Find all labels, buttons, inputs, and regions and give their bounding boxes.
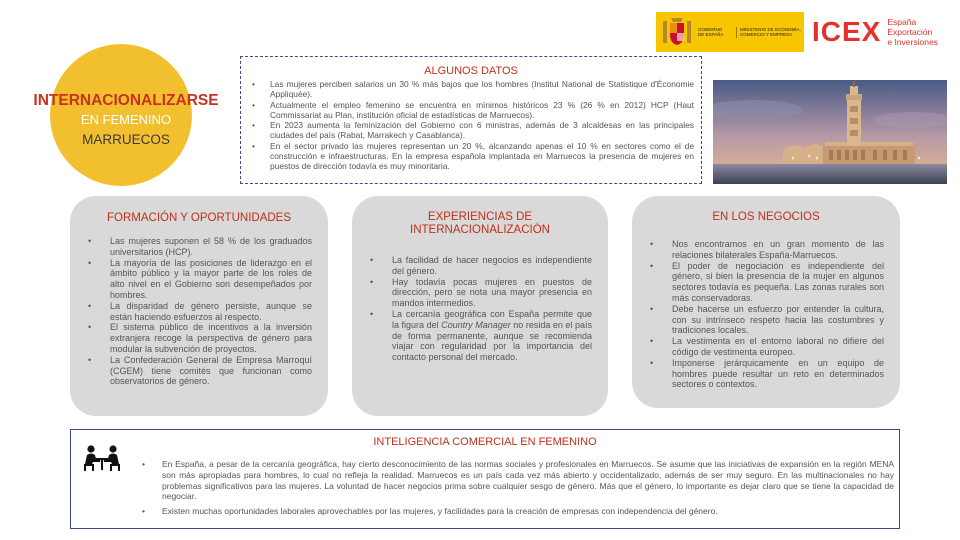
icex-logo <box>812 14 952 50</box>
list-item: • Nos encontramos en un gran momento de las relaciones bilaterales España-Marruecos. <box>672 239 884 261</box>
item-text-after: no resida en el país de forma permanente, aunque se recomienda viajar con regularidad por la importancia del contacto personal del mercado. <box>392 319 592 363</box>
gobierno-line1: GOBIERNO <box>698 26 723 32</box>
coat-of-arms-icon <box>660 15 694 49</box>
algunos-datos-title: ALGUNOS DATOS <box>424 65 518 77</box>
ministerio-label: MINISTERIO DE ECONOMÍA, COMERCIO Y EMPRESA <box>736 27 804 38</box>
icex-sub-line1: España <box>887 17 917 27</box>
list-item: • La mayoría de las posiciones de liderazgo en el ámbito público y la mayor parte de los roles de alto nivel en el Gobierno son desempeñados por hombres. <box>110 258 312 301</box>
list-item: • La facilidad de hacer negocios es independiente del género. <box>392 255 592 277</box>
mosque-image-icon <box>713 80 947 184</box>
panel-experiencias-title <box>352 211 608 237</box>
list-item: • La disparidad de género persiste, aunque se están haciendo esfuerzos al respecto. <box>110 301 312 323</box>
gobierno-line2: DE ESPAÑA <box>698 32 724 37</box>
list-item: • El sistema público de incentivos a la inversión extranjera recoge la perspectiva de género para modular la subvención de proyectos. <box>110 322 312 354</box>
gobierno-logo <box>656 12 804 52</box>
list-item <box>392 309 592 363</box>
list-item: • El poder de negociación es independiente del género, si bien la presencia de la mujer en algunos sectores todavía es pequeña. Las zonas rurales son más conservadoras. <box>672 261 884 304</box>
country-label: MARRUECOS <box>82 132 170 147</box>
list-item: • Hay todavía pocas mujeres en puestos de dirección, pero se nota una mayor presencia en mandos intermedios. <box>392 277 592 309</box>
panel-experiencias-title-line1: EXPERIENCIAS DE <box>427 211 533 223</box>
list-item: • Actualmente el empleo femenino se encuentra en mínimos históricos 23 % (26 % en 2012) HCP (Haut Commissariat au Plan, institución oficial de estadísticas de Marruecos). <box>262 100 694 121</box>
algunos-datos-list <box>262 79 694 172</box>
list-item: • Existen muchas oportunidades laborales aprovechables por las mujeres, y facilidades para la creación de empresas con independencia del género. <box>162 506 894 517</box>
list-item: • Las mujeres suponen el 58 % de los graduados universitarios (HCP). <box>110 236 312 258</box>
item-text-before: La cercanía geográfica con España permite que la figura del <box>392 308 592 330</box>
page-subtitle: EN FEMENINO <box>80 112 172 127</box>
icex-sub-line3: e Inversiones <box>887 37 938 47</box>
list-item: • En el sector privado las mujeres representan un 20 %, alcanzando apenas el 10 % en sectores como el de construcción e infraestructuras. En la empresa española implantada en Marruecos la presencia de mujeres en puestos de dirección todavía es muy minoritaria. <box>262 141 694 172</box>
inteligencia-title: INTELIGENCIA COMERCIAL EN FEMENINO <box>373 436 597 448</box>
list-item: • La vestimenta en el entorno laboral no difiere del código de vestimenta europeo. <box>672 336 884 358</box>
panel-formacion-list <box>110 236 312 387</box>
mosque-photo <box>713 80 947 184</box>
panel-experiencias-list <box>392 255 592 363</box>
page-title: INTERNACIONALIZARSE <box>33 92 219 109</box>
icex-wordmark: ICEX <box>812 16 882 47</box>
list-item: • Las mujeres perciben salarios un 30 % más bajos que los hombres (Institut National de Statistique d'Économie Appliquée). <box>262 79 694 100</box>
list-item: • Debe hacerse un esfuerzo por entender la cultura, con su intrínseco respeto hacia las costumbres y tradiciones locales. <box>672 304 884 336</box>
icex-sub-line2: Exportación <box>887 27 933 37</box>
panel-negocios-title: EN LOS NEGOCIOS <box>712 211 820 223</box>
inteligencia-list <box>162 459 894 517</box>
panel-negocios-list <box>672 239 884 390</box>
panel-formacion-title: FORMACIÓN Y OPORTUNIDADES <box>106 212 292 224</box>
list-item: • La Confederación General de Empresa Marroquí (CGEM) tiene comités que funcionan como observatorios de género. <box>110 355 312 387</box>
list-item: • Imponerse jerárquicamente en un equipo de hombres puede resultar un reto en determinados sectores o contextos. <box>672 358 884 390</box>
list-item: • En 2023 aumenta la feminización del Gobierno con 6 ministras, además de 3 alcaldesas en las principales ciudades del país (Rabat, Marrakech y Casablanca). <box>262 120 694 141</box>
country-manager-term: Country Manager <box>441 319 511 330</box>
list-item: • En España, a pesar de la cercanía geográfica, hay cierto desconocimiento de las normas sociales y profesionales en Marruecos. Se asume que las iniciativas de expansión en la región MENA son más apropiadas para hombres, lo cual no refleja la realidad. Marruecos es un país cada vez más abierto y occidentalizado, además de ser muy seguro. En las multinacionales no hay problemas significativos para las mujeres. La voluntad de hacer negocios prima sobre cualquier sesgo de género. Más que el género, lo importante es dejar claro que se tiene la capacidad de negociar. <box>162 459 894 502</box>
meeting-icon <box>82 444 122 472</box>
panel-experiencias-title-line2: INTERNACIONALIZACIÓN <box>410 224 550 236</box>
